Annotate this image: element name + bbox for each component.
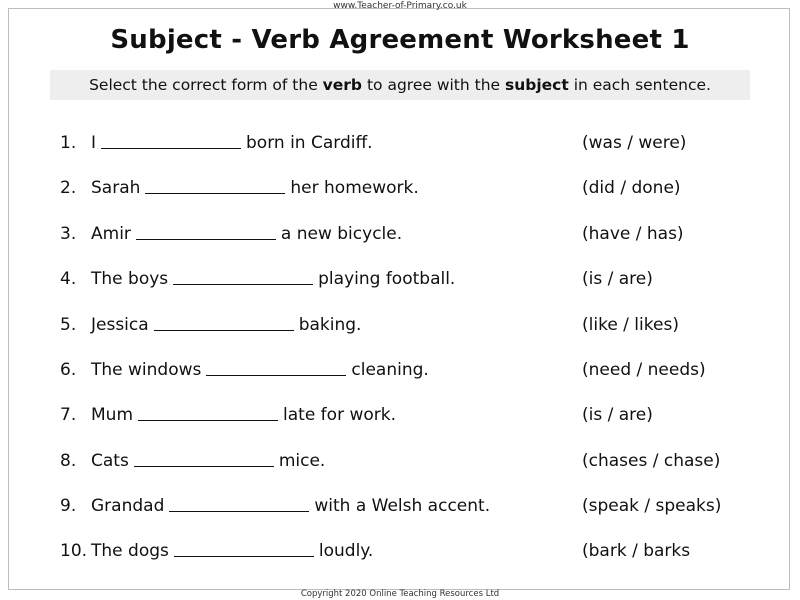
sentence-text xyxy=(91,400,396,430)
answer-blank[interactable] xyxy=(169,495,309,512)
sentence-text xyxy=(91,536,373,566)
answer-blank[interactable] xyxy=(134,450,274,467)
verb-choices: (have / has) xyxy=(582,224,684,244)
sentence-row-3 xyxy=(0,219,800,249)
sentence-subject: Cats xyxy=(91,451,129,471)
instructions-text-1: Select the correct form of the xyxy=(89,76,323,94)
sentence-row-6 xyxy=(0,355,800,385)
sentence-remainder: loudly. xyxy=(318,541,374,561)
sentence-text xyxy=(91,173,419,203)
verb-choices: (bark / barks xyxy=(582,541,691,561)
sentence-subject: Sarah xyxy=(91,178,141,198)
sentence-subject: The dogs xyxy=(91,541,169,561)
answer-blank[interactable] xyxy=(174,540,314,557)
sentence-subject: I xyxy=(91,133,97,153)
sentence-row-9 xyxy=(0,491,800,521)
sentence-remainder: her homework. xyxy=(290,178,419,198)
answer-blank[interactable] xyxy=(206,359,346,376)
instructions-text-2: to agree with the xyxy=(362,76,505,94)
instructions-banner xyxy=(50,70,750,100)
sentence-row-2 xyxy=(0,173,800,203)
footer-copyright: Copyright 2020 Online Teaching Resources Ltd xyxy=(300,589,500,599)
sentence-number: 8. xyxy=(60,451,77,471)
sentence-remainder: late for work. xyxy=(283,405,397,425)
sentence-subject: The windows xyxy=(91,360,202,380)
sentence-remainder: with a Welsh accent. xyxy=(314,496,491,516)
sentence-text xyxy=(91,446,325,476)
sentence-remainder: cleaning. xyxy=(351,360,429,380)
sentence-text xyxy=(91,491,490,521)
instructions-text-3: in each sentence. xyxy=(568,76,711,94)
sentence-row-10 xyxy=(0,536,800,566)
sentence-number: 4. xyxy=(60,269,77,289)
sentence-remainder: a new bicycle. xyxy=(280,224,403,244)
sentence-number: 1. xyxy=(60,133,77,153)
sentence-number: 7. xyxy=(60,405,77,425)
header-url: www.Teacher-of-Primary.co.uk xyxy=(333,1,467,11)
sentence-remainder: mice. xyxy=(278,451,326,471)
sentence-row-4 xyxy=(0,264,800,294)
verb-choices: (is / are) xyxy=(582,405,653,425)
instructions-bold-verb: verb xyxy=(322,76,363,94)
instructions-bold-subject: subject xyxy=(505,76,569,94)
sentence-number: 9. xyxy=(60,496,77,516)
sentence-remainder: playing football. xyxy=(318,269,456,289)
sentence-subject: The boys xyxy=(91,269,169,289)
sentence-number: 6. xyxy=(60,360,77,380)
sentence-number: 3. xyxy=(60,224,77,244)
sentence-number: 2. xyxy=(60,178,77,198)
verb-choices: (chases / chase) xyxy=(582,451,721,471)
sentence-subject: Mum xyxy=(91,405,134,425)
verb-choices: (did / done) xyxy=(582,178,681,198)
sentence-subject: Jessica xyxy=(91,315,149,335)
answer-blank[interactable] xyxy=(101,132,241,149)
verb-choices: (speak / speaks) xyxy=(582,496,722,516)
sentence-remainder: born in Cardiff. xyxy=(246,133,373,153)
sentence-text xyxy=(91,264,455,294)
sentence-row-5 xyxy=(0,310,800,340)
sentence-row-7 xyxy=(0,400,800,430)
sentence-text xyxy=(91,128,373,158)
sentence-text xyxy=(91,219,402,249)
answer-blank[interactable] xyxy=(138,404,278,421)
sentence-remainder: baking. xyxy=(298,315,362,335)
sentence-text xyxy=(91,355,429,385)
sentence-row-1 xyxy=(0,128,800,158)
verb-choices: (like / likes) xyxy=(582,315,679,335)
sentence-text xyxy=(91,310,361,340)
verb-choices: (is / are) xyxy=(582,269,653,289)
sentence-subject: Grandad xyxy=(91,496,165,516)
page-title: Subject - Verb Agreement Worksheet 1 xyxy=(110,25,690,55)
sentence-number: 5. xyxy=(60,315,77,335)
answer-blank[interactable] xyxy=(154,314,294,331)
sentence-subject: Amir xyxy=(91,224,131,244)
sentence-number: 10. xyxy=(60,541,88,561)
answer-blank[interactable] xyxy=(145,177,285,194)
verb-choices: (need / needs) xyxy=(582,360,706,380)
verb-choices: (was / were) xyxy=(582,133,687,153)
answer-blank[interactable] xyxy=(173,268,313,285)
answer-blank[interactable] xyxy=(136,223,276,240)
sentence-row-8 xyxy=(0,446,800,476)
